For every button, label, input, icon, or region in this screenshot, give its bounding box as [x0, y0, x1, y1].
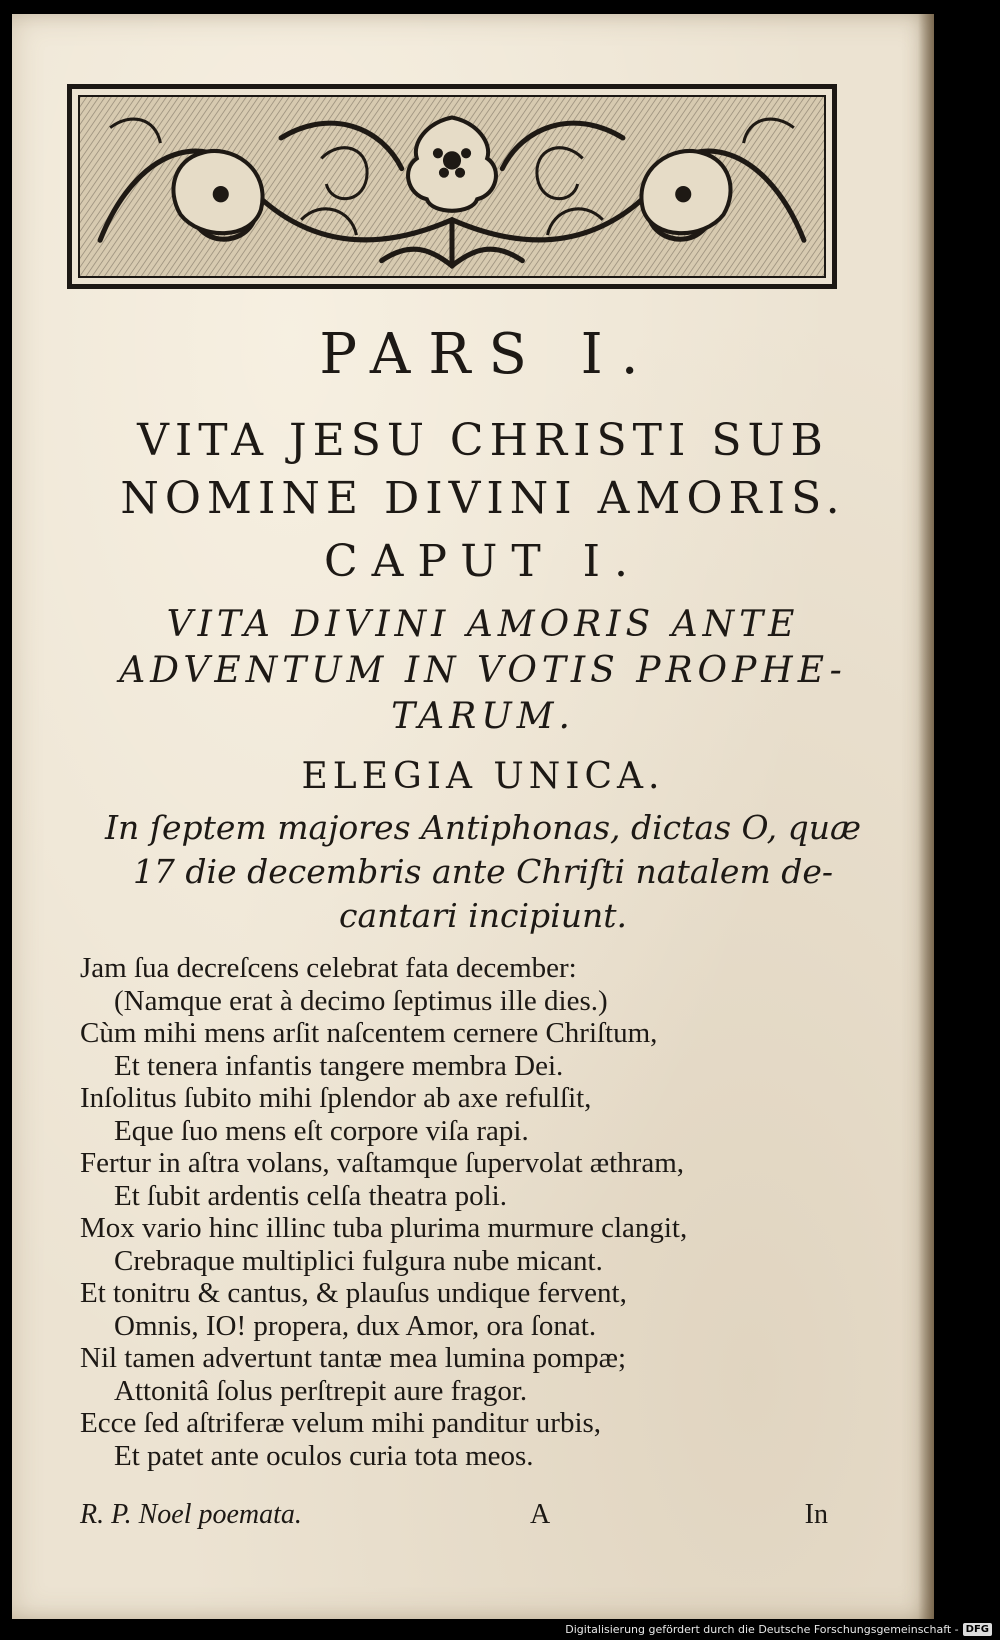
signature-mark: A [530, 1499, 551, 1530]
catchword: In [804, 1499, 828, 1530]
verse-line: Ecce ſed aſtriferæ velum mihi panditur urbis, [80, 1407, 602, 1439]
verse-line: Fertur in aſtra volans, vaſtamque ſupervolat æthram, [80, 1147, 685, 1179]
verse-line: Eque ſuo mens eſt corpore viſa rapi. [114, 1114, 529, 1147]
page-footer [80, 1499, 828, 1539]
verse-line: Mox vario hinc illinc tuba plurima murmure clangit, [80, 1212, 688, 1244]
elegy-heading: ELEGIA UNICA. [301, 756, 665, 797]
running-footer-title: R. P. Noel poemata. [80, 1499, 302, 1530]
verse-line: Et patet ante oculos curia tota meos. [114, 1439, 534, 1472]
book-page [12, 14, 934, 1619]
part-title-line: VITA JESU CHRISTI SUB [137, 415, 829, 466]
part-title-line: NOMINE DIVINI AMORIS. [120, 473, 846, 524]
chapter-title [22, 602, 944, 740]
elegy-introduction [22, 806, 944, 938]
verse-line: Jam ſua decreſcens celebrat fata december: [80, 952, 577, 984]
verse-line: Et tonitru & cantus, & plauſus undique fervent, [80, 1277, 627, 1309]
verse-line: Omnis, IO! propera, dux Amor, ora ſonat. [114, 1309, 597, 1342]
floral-scroll-ornament-icon [80, 97, 824, 276]
woodcut-headpiece-ornament [67, 84, 837, 289]
verse-line: Nil tamen advertunt tantæ mea lumina pompæ; [80, 1342, 627, 1374]
part-heading: PARS I. [319, 322, 657, 387]
verse-line: Inſolitus ſubito mihi ſplendor ab axe refulſit, [80, 1082, 592, 1114]
chapter-title-line: VITA DIVINI AMORIS ANTE [166, 604, 800, 645]
introduction-line: 17 die decembris ante Chriſti natalem de- [132, 852, 834, 891]
verse-line: Attonitâ ſolus perſtrepit aure fragor. [114, 1374, 528, 1407]
verse-line: Cùm mihi mens arſit naſcentem cernere Chriſtum, [80, 1017, 658, 1049]
chapter-title-line: ADVENTUM IN VOTIS PROPHE- [119, 650, 847, 691]
credit-text: Digitalisierung gefördert durch die Deutsche Forschungsgemeinschaft - [565, 1622, 959, 1636]
digitization-credit [565, 1621, 992, 1637]
verse-line: Et tenera infantis tangere membra Dei. [114, 1049, 564, 1082]
verse-line: Et ſubit ardentis celſa theatra poli. [114, 1179, 507, 1212]
chapter-heading: CAPUT I. [323, 536, 643, 587]
introduction-line: In ſeptem majores Antiphonas, dictas O, quæ [104, 808, 862, 847]
chapter-title-line: TARUM. [391, 696, 575, 737]
part-title [22, 412, 944, 528]
verse-line: Crebraque multiplici fulgura nube micant. [114, 1244, 603, 1277]
headpiece-inner-frame [78, 95, 826, 278]
dfg-logo-icon: DFG [963, 1623, 992, 1636]
introduction-line: cantari incipiunt. [339, 896, 627, 935]
poem-body [80, 952, 870, 1472]
verse-line: (Namque erat à decimo ſeptimus ille dies.) [114, 984, 608, 1017]
